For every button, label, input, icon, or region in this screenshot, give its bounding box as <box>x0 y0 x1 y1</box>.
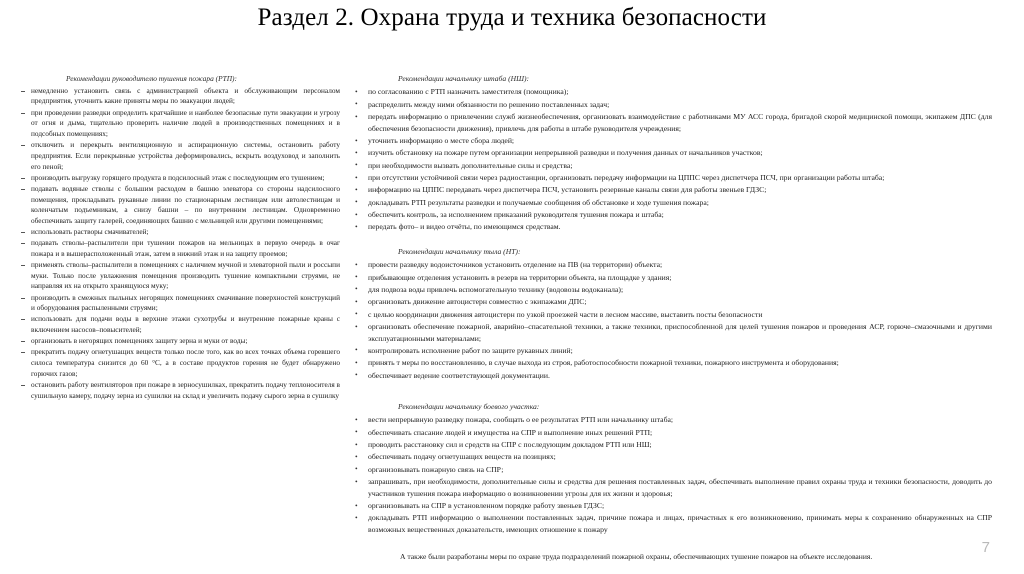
list-item: • докладывать РТП информацию о выполнении поставленных задач, причине пожара и лицах, причастных к его возникновению, принимать меры к сохранению обнаруженных на СПР возможных вещественных доказательств, имеющих отношение к пожару <box>352 512 992 535</box>
list-item: • уточнить информацию о месте сбора людей; <box>352 135 992 147</box>
section-heading-nsh: Рекомендации начальнику штаба (НШ): <box>398 74 530 83</box>
list-item: организовать в негорящих помещениях защиту зерна и муки от воды; <box>20 336 340 347</box>
list-item: производить выгрузку горящего продукта в подсилосный этаж с последующим его тушением; <box>20 173 340 184</box>
list-item: • обеспечивает ведение соответствующей документации. <box>352 370 992 382</box>
spacer-nsh-nt <box>352 234 992 247</box>
list-item: • проводить расстановку сил и средств на СПР с последующим докладом РТП или НШ; <box>352 439 992 451</box>
list-item: • организовывать на СПР в установленном порядке работу звеньев ГДЗС; <box>352 500 992 512</box>
list-item: • провести разведку водоисточников установить отделение на ПВ (на территории) объекта; <box>352 259 992 271</box>
spacer-nt-nbu <box>352 382 992 402</box>
list-item: использовать для подачи воды в верхние этажи сухотрубы и внутренние пожарные краны с включением насосов–повысителей; <box>20 314 340 335</box>
list-item: • информацию на ЦППС передавать через диспетчера ПСЧ, установить резервные каналы связи для работы звеньев ГДЗС; <box>352 184 992 196</box>
list-item: остановить работу вентиляторов при пожаре в зерносушилках, прекратить подачу теплоносителя в сушильную камеру, подачу зерна из сушилки на склад и увеличить подачу сырого зерна в сушилку <box>20 380 340 401</box>
list-item: • организовать движение автоцистерн совместно с экипажами ДПС; <box>352 296 992 308</box>
list-item: при проведении разведки определить кратчайшие и наиболее безопасные пути эвакуации и угрозу от огня и дыма, тщательно проверить наличие людей в производственных помещениях и в подсобных помещениях; <box>20 108 340 140</box>
list-item: • принять т меры по восстановлению, в случае выхода из строя, работоспособности пожарной техники, пожарного инструмента и оборудования; <box>352 357 992 369</box>
list-item: • вести непрерывную разведку пожара, сообщать о ее результатах РТП или начальнику штаба; <box>352 414 992 426</box>
list-item: • организовывать пожарную связь на СПР; <box>352 464 992 476</box>
list-item: • обеспечивать спасание людей и имущества на СПР и выполнение иных решений РТП; <box>352 427 992 439</box>
list-item: • распределить между ними обязанности по решению поставленных задач; <box>352 99 992 111</box>
nbu-recommendation-list <box>352 414 992 535</box>
list-item: • запрашивать, при необходимости, дополнительные силы и средства для решения поставленных задач, обеспечивать выполнение правил охраны труда и техники безопасности, доводить до участников тушения пожара информацию о возникновении угрозы для их жизни и здоровья; <box>352 476 992 499</box>
section-heading-nbu: Рекомендации начальнику боевого участка: <box>398 401 540 411</box>
list-item: • для подвоза воды привлечь вспомогательную технику (водовозы водоканала); <box>352 284 992 296</box>
list-item: прекратить подачу огнетушащих веществ только после того, как во всех точках объема горевшего силоса температура снизится до 60 °С, а в составе продуктов горения не будет обнаружено горючих газов; <box>20 347 340 379</box>
list-item: подавать стволы–распылители при тушении пожаров на мельницах в первую очередь в очаг пожара и в вышерасположенный этаж, затем в нижний этаж и на защиту проемов; <box>20 238 340 259</box>
closing-paragraph: А также были разработаны меры по охране труда подразделений пожарной охраны, обеспечивающих тушение пожаров на объекте исследования. <box>400 552 873 562</box>
list-item: использовать растворы смачивателей; <box>20 227 340 238</box>
content-columns <box>0 74 1024 562</box>
list-item: • обеспечить контроль, за исполнением приказаний руководителя тушения пожара и штаба; <box>352 209 992 221</box>
list-item: производить в смежных пыльных негорящих помещениях смачивание поверхностей конструкций и оборудования распыленными струями; <box>20 293 340 314</box>
list-item: • при необходимости вызвать дополнительные силы и средства; <box>352 160 992 172</box>
page-number: 7 <box>981 539 990 556</box>
list-item: • передать фото– и видео отчёты, по имеющимся средствам. <box>352 221 992 233</box>
nsh-recommendation-list <box>352 86 992 233</box>
list-item: • докладывать РТП результаты разведки и получаемые сообщения об обстановке и ходе тушения пожара; <box>352 197 992 209</box>
rtp-recommendation-list <box>20 86 340 402</box>
list-item: • передать информацию о привлечении служб жизнеобеспечения, организовать взаимодействие с работниками МУ АСС города, бригадой скорой медицинской помощи, экипажем ДПС (для обеспечения безопасности движения), привлечь для работы в штабе руководителя учреждения; <box>352 111 992 134</box>
list-item: подавать водяные стволы с большим расходом в башню элеватора со стороны надсилосного помещения, прокладывать рукавные линии по стационарным лестницам или автолестницам и коленчатым подъемникам, а снизу башни – по внутренним лестницам. Одновременно обеспечивать защиту галерей, соединяющих башню с мельницей или другими помещениями; <box>20 184 340 227</box>
left-column <box>0 74 346 402</box>
section-heading-nt: Рекомендации начальнику тыла (НТ): <box>398 246 521 256</box>
list-item: • с целью координации движения автоцистерн по узкой проезжей части в лесном массиве, выставить посты безопасности <box>352 309 992 321</box>
page-title: Раздел 2. Охрана труда и техника безопасности <box>257 4 767 31</box>
list-item: • прибывающие отделения установить в резерв на территории объекта, на площадке у здания; <box>352 272 992 284</box>
list-item: • организовать обеспечение пожарной, аварийно–спасательной техники, а также техники, приспособленной для целей тушения пожаров и проведения АСР, горюче–смазочными и другими эксплуатационными материалами; <box>352 321 992 344</box>
list-item: применять стволы–распылители в помещениях с наличием мучной и элеваторной пыли и россыпи муки. Только после увлажнения помещения производить тушение компактными струями, не направляя их на открыто хранящуюся муку; <box>20 260 340 292</box>
list-item: • контролировать исполнение работ по защите рукавных линий; <box>352 345 992 357</box>
list-item: немедленно установить связь с администрацией объекта и обслуживающим персоналом предприятия, уточнить какие приняты меры по эвакуации людей; <box>20 86 340 107</box>
right-column <box>346 74 1006 563</box>
list-item: • по согласованию с РТП назначить заместителя (помощника); <box>352 86 992 98</box>
list-item: отключить и перекрыть вентиляционную и аспирационную системы, остановить работу предприятия. Если перекрывные устройства деформировались, вскрыть воздуховод и заполнить его пеной; <box>20 140 340 172</box>
list-item: • при отсутствии устойчивой связи через радиостанции, организовать передачу информации на ЦППС через диспетчера ПСЧ, при организации работы штаба; <box>352 172 992 184</box>
section-heading-rtp: Рекомендации руководителю тушения пожара (РТП): <box>66 74 237 83</box>
list-item: • изучить обстановку на пожаре путем организации непрерывной разведки и получения данных от начальников участков; <box>352 147 992 159</box>
nt-recommendation-list <box>352 259 992 381</box>
list-item: • обеспечивать подачу огнетушащих веществ на позициях; <box>352 451 992 463</box>
